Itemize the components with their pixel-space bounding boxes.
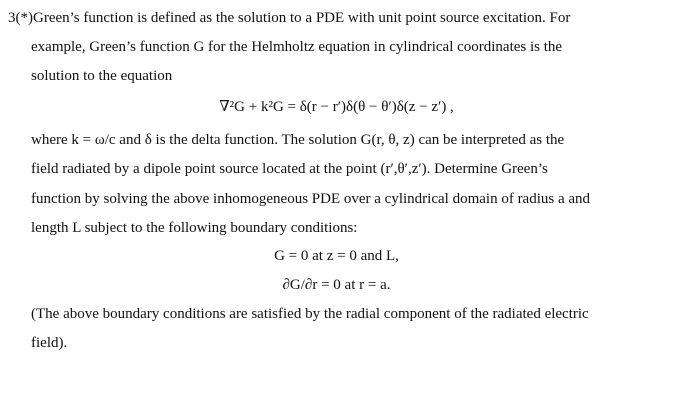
problem-line-2: example, Green’s function G for the Helmholtz equation in cylindrical coordinates is the (31, 39, 563, 55)
problem-line-7: function by solving the above inhomogeneous PDE over a cylindrical domain of radius a and (31, 191, 591, 207)
helmholtz-equation: ∇²G + k²G = δ(r − r′)δ(θ − θ′)δ(z − z′) , (219, 99, 454, 115)
problem-line-11: (The above boundary conditions are satisfied by the radial component of the radiated electric (31, 306, 589, 322)
problem-line-12: field). (31, 335, 68, 351)
problem-line-8: length L subject to the following boundary conditions: (31, 220, 358, 236)
problem-line-3: solution to the equation (31, 68, 173, 84)
problem-line-5: where k = ω/c and δ is the delta function. The solution G(r, θ, z) can be interpreted as the (31, 132, 565, 148)
boundary-condition-2: ∂G/∂r = 0 at r = a. (282, 277, 391, 293)
boundary-condition-1: G = 0 at z = 0 and L, (274, 248, 399, 264)
problem-line-1: 3(*)Green’s function is defined as the solution to a PDE with unit point source excitation. For (8, 10, 571, 26)
problem-line-6: field radiated by a dipole point source located at the point (r′,θ′,z′). Determine Green’s (31, 161, 548, 177)
